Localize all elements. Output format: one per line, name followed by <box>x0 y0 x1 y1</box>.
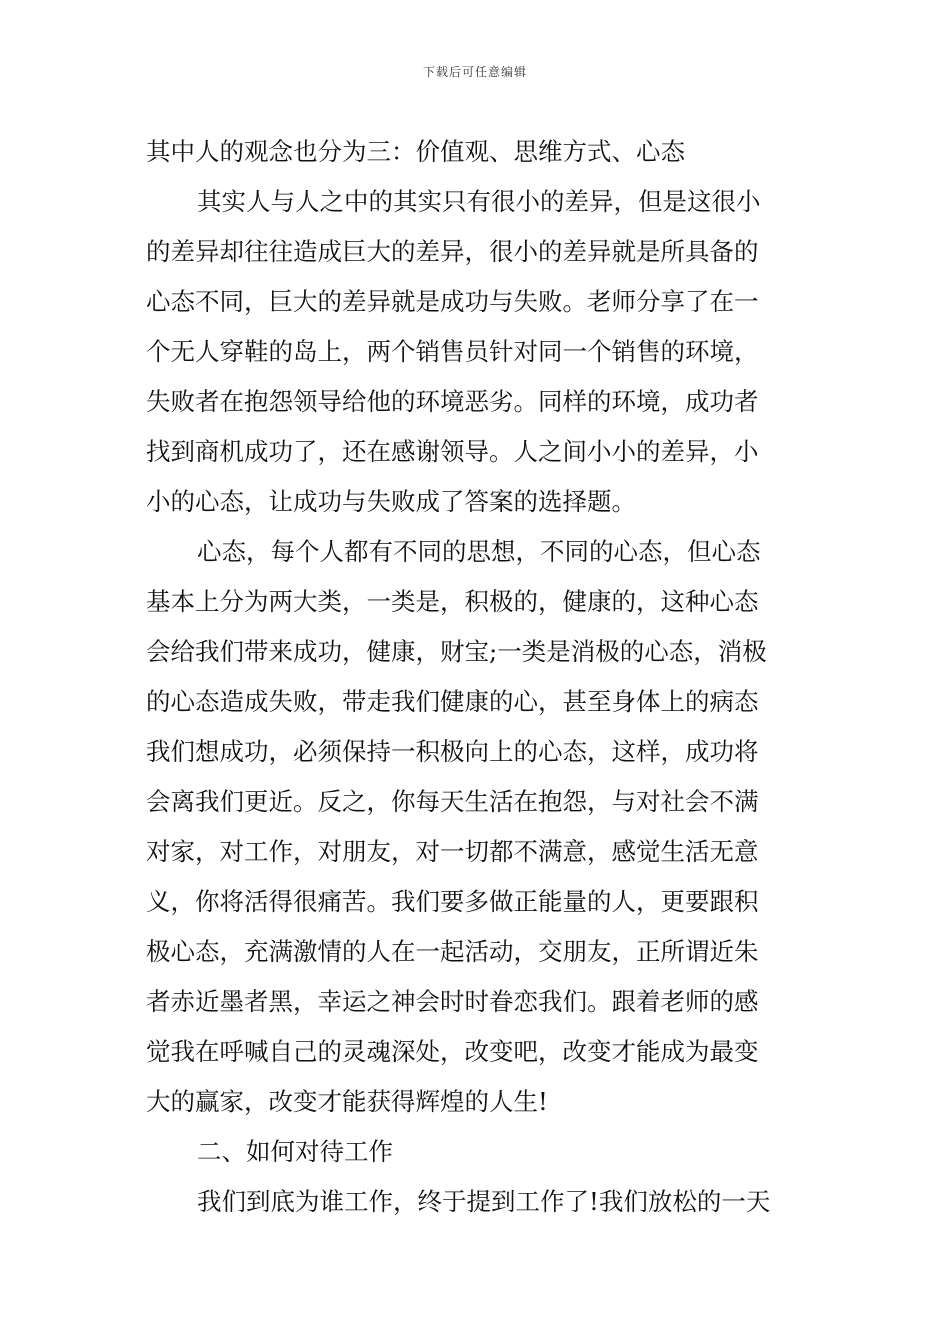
text-line: 失败者在抱怨领导给他的环境恶劣。同样的环境，成功者 <box>146 387 759 416</box>
text-line: 的差异却往往造成巨大的差异，很小的差异就是所具备的 <box>146 237 759 266</box>
text-line: 对家，对工作，对朋友，对一切都不满意，感觉生活无意 <box>146 837 759 866</box>
section-heading: 二、如何对待工作 <box>197 1137 393 1166</box>
page-header: 下载后可任意编辑 <box>422 65 527 79</box>
text-line: 找到商机成功了，还在感谢领导。人之间小小的差异，小 <box>146 437 759 466</box>
text-line: 个无人穿鞋的岛上，两个销售员针对同一个销售的环境， <box>146 337 759 366</box>
paragraph-first-line: 心态，每个人都有不同的思想，不同的心态，但心态 <box>197 537 761 566</box>
paragraph-first-line: 其实人与人之中的其实只有很小的差异，但是这很小 <box>197 187 761 216</box>
paragraph-first-line: 我们到底为谁工作，终于提到工作了!我们放松的一天 <box>197 1187 771 1216</box>
text-line: 心态不同，巨大的差异就是成功与失败。老师分享了在一 <box>146 287 759 316</box>
document-body <box>146 127 810 1227</box>
text-line: 极心态，充满激情的人在一起活动，交朋友，正所谓近朱 <box>146 937 759 966</box>
text-line: 会离我们更近。反之，你每天生活在抱怨，与对社会不满 <box>146 787 759 816</box>
text-line: 的心态造成失败，带走我们健康的心，甚至身体上的病态 <box>146 687 759 716</box>
text-line: 其中人的观念也分为三：价值观、思维方式、心态 <box>146 137 685 166</box>
text-line: 义，你将活得很痛苦。我们要多做正能量的人，更要跟积 <box>146 887 759 916</box>
text-line: 我们想成功，必须保持一积极向上的心态，这样，成功将 <box>146 737 759 766</box>
text-line: 觉我在呼喊自己的灵魂深处，改变吧，改变才能成为最变 <box>146 1037 759 1066</box>
text-line: 基本上分为两大类，一类是，积极的，健康的，这种心态 <box>146 587 759 616</box>
text-line: 小的心态，让成功与失败成了答案的选择题。 <box>146 487 636 516</box>
text-line: 大的赢家，改变才能获得辉煌的人生! <box>146 1087 548 1116</box>
text-line: 者赤近墨者黑，幸运之神会时时眷恋我们。跟着老师的感 <box>146 987 759 1016</box>
text-line: 会给我们带来成功，健康，财宝;一类是消极的心态，消极 <box>146 637 767 666</box>
